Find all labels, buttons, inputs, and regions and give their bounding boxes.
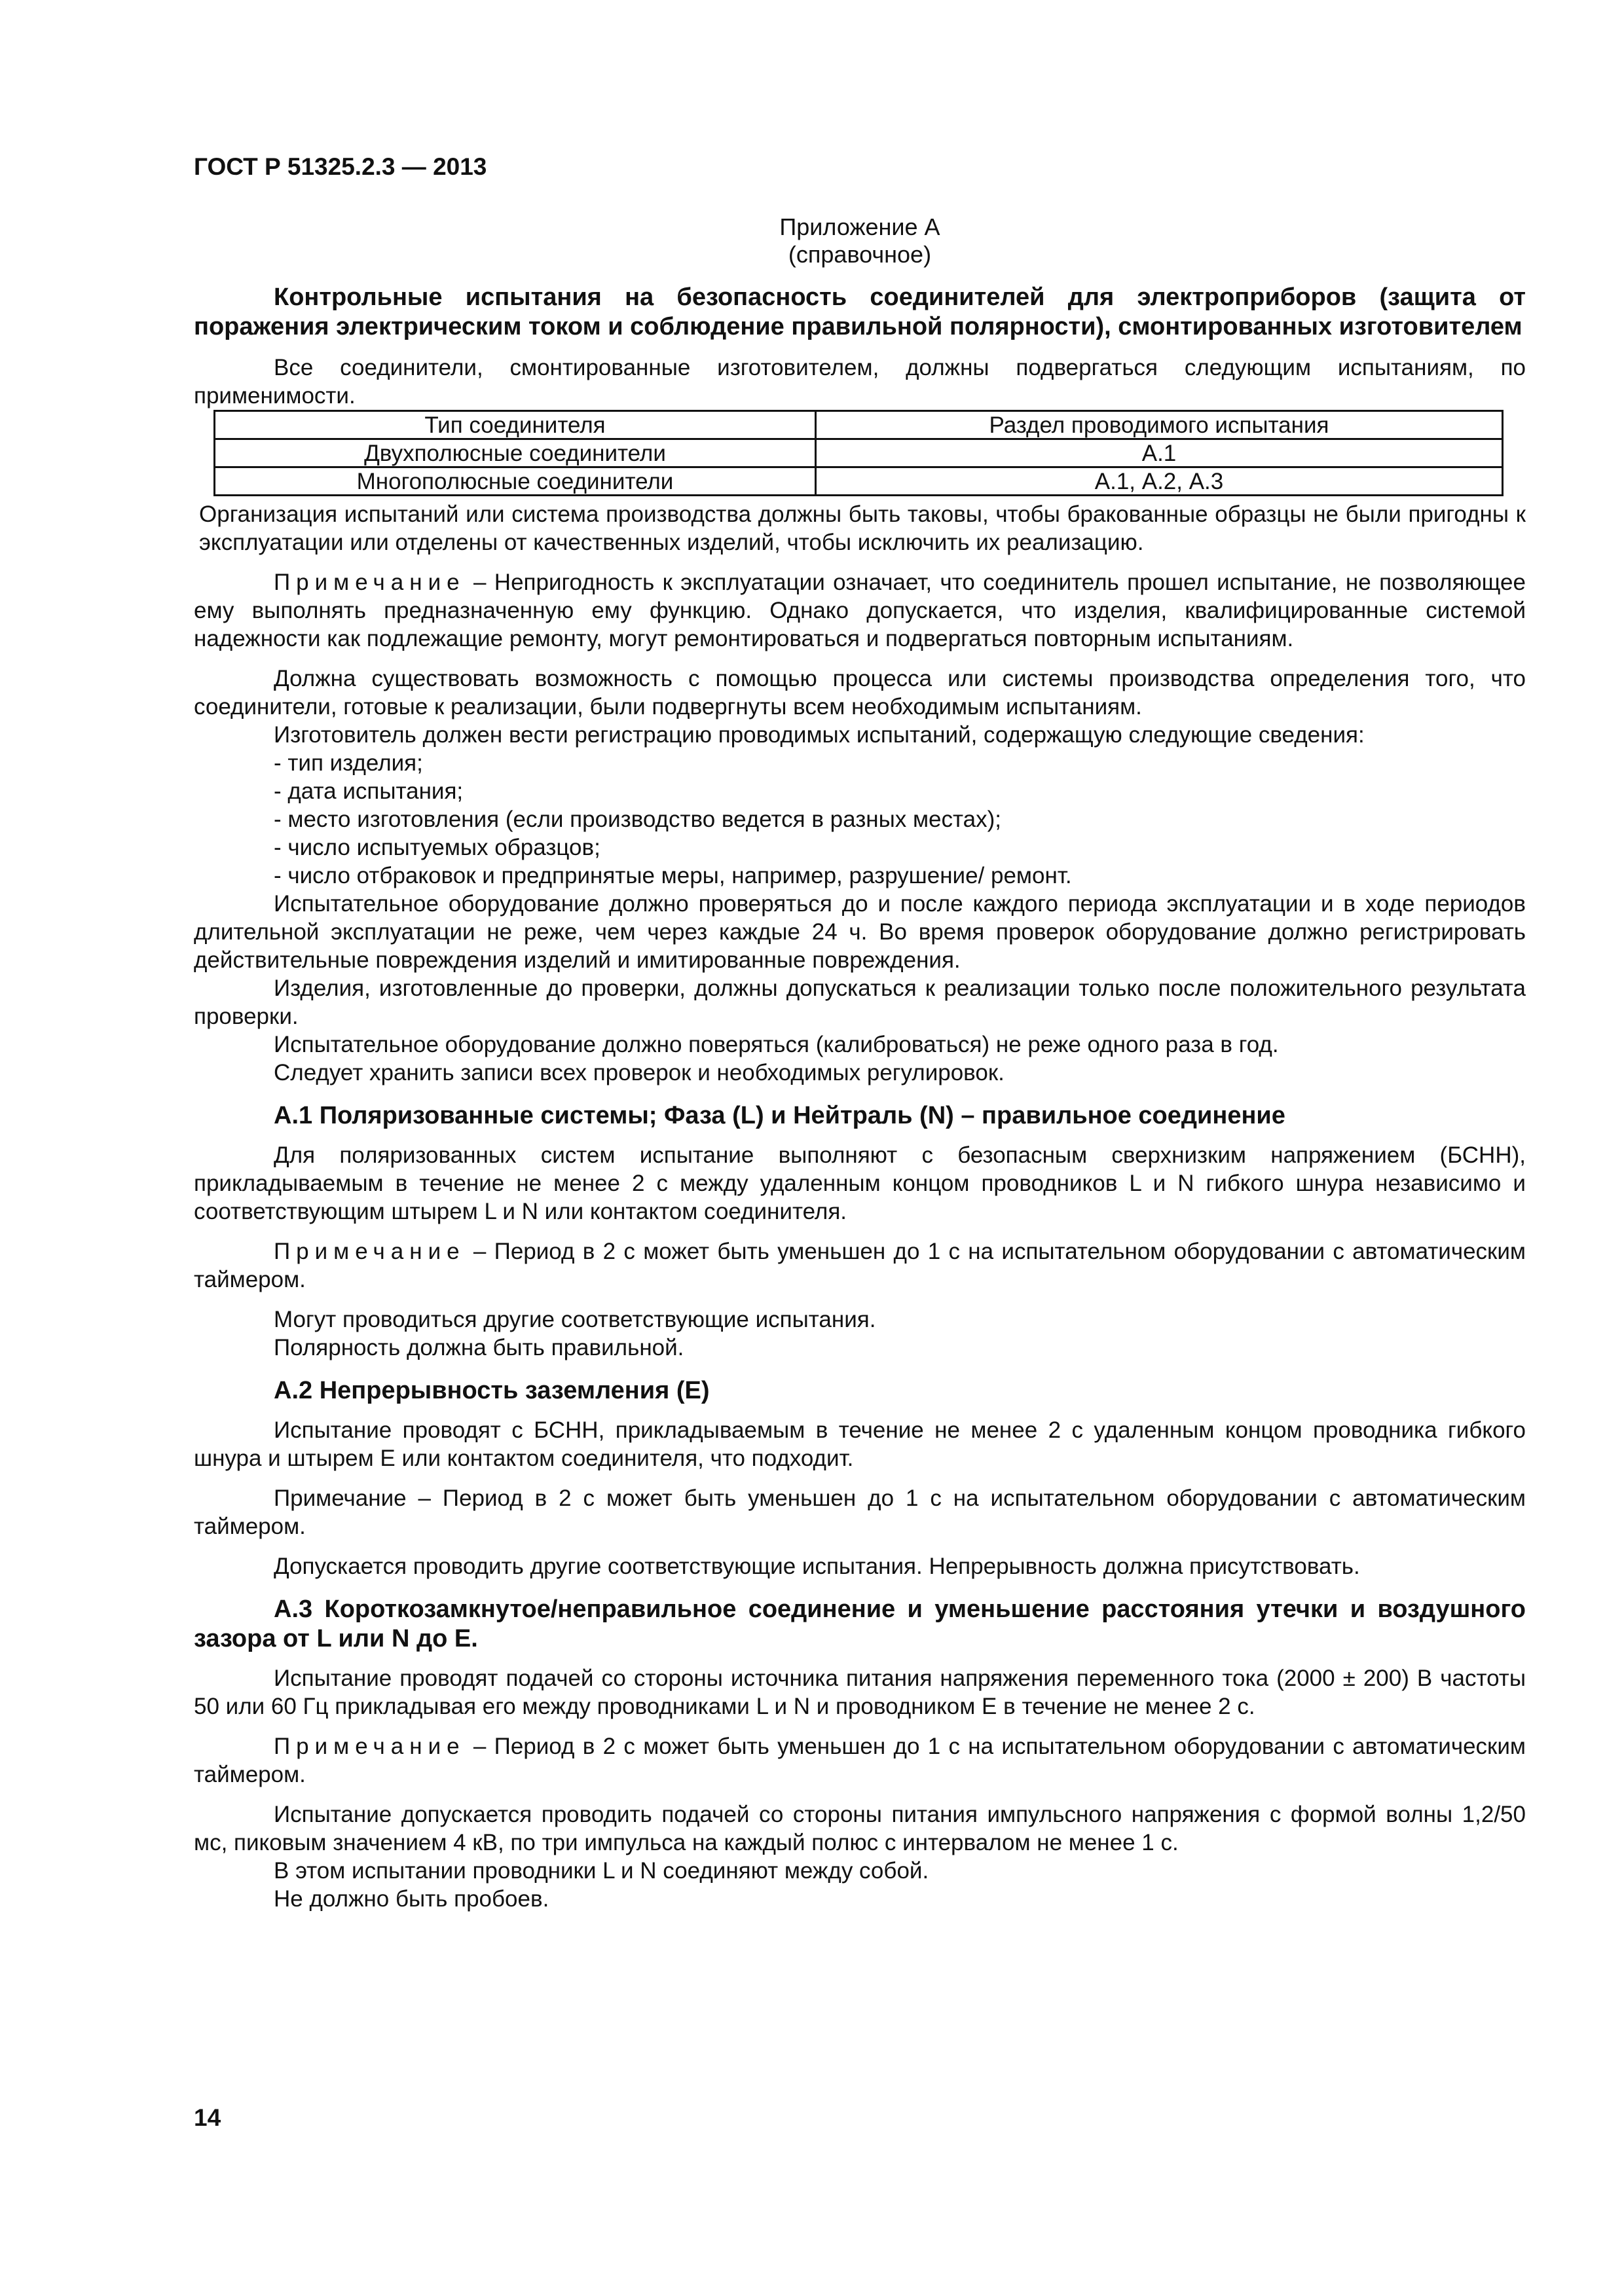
document-header: ГОСТ Р 51325.2.3 — 2013 (194, 153, 487, 180)
list-item: - число отбраковок и предпринятые меры, например, разрушение/ ремонт. (274, 863, 1072, 888)
section-a3-note (194, 1732, 1526, 1789)
section-a3-paragraph: В этом испытании проводники L и N соединяют между собой. (274, 1858, 929, 1884)
list-item: - дата испытания; (274, 778, 464, 804)
register-paragraph: Изготовитель должен вести регистрацию проводимых испытаний, содержащую следующие сведения: (274, 722, 1365, 748)
section-a2-paragraph: Допускается проводить другие соответствующие испытания. Непрерывность должна присутствовать. (274, 1554, 1360, 1579)
section-a1-note (194, 1237, 1526, 1294)
products-paragraph: Изделия, изготовленные до проверки, должны допускаться к реализации только после положительного результата проверки. (194, 975, 1526, 1029)
table-row (215, 439, 1503, 467)
main-title: Контрольные испытания на безопасность соединителей для электроприборов (защита от поражения электрическим током и соблюдение правильной полярности), смонтированных изготовителем (194, 283, 1526, 340)
table-row (215, 467, 1503, 496)
note-text: – Период в 2 с может быть уменьшен до 1 с на испытательном оборудовании с автоматическим таймером. (194, 1239, 1526, 1292)
section-a3-paragraph: Испытание проводят подачей со стороны источника питания напряжения переменного тока (2000 ± 200) В частоты 50 или 60 Гц прикладывая его между проводниками L и N и проводником Е в течение не менее 2 с. (194, 1666, 1526, 1719)
note-paragraph (194, 568, 1526, 653)
calibration-paragraph: Испытательное оборудование должно поверяться (калиброваться) не реже одного раза в год. (274, 1032, 1279, 1057)
register-list (194, 749, 1526, 890)
section-a2-title: А.2 Непрерывность заземления (Е) (274, 1377, 710, 1404)
section-a1-title: А.1 Поляризованные системы; Фаза (L) и Нейтраль (N) – правильное соединение (274, 1102, 1285, 1129)
table-header-cell: Раздел проводимого испытания (816, 411, 1503, 439)
annex-type: (справочное) (788, 241, 932, 268)
records-paragraph: Следует хранить записи всех проверок и необходимых регулировок. (274, 1060, 1005, 1085)
section-a1-paragraph: Для поляризованных систем испытание выполняют с безопасным сверхнизким напряжением (БСНН), прикладываемым в течение не менее 2 с между удаленным концом проводников L и N гибкого шнура независимо и соответствующим штырем L и N или контактом соединителя. (194, 1142, 1526, 1224)
section-a3-title: А.3 Короткозамкнутое/неправильное соединение и уменьшение расстояния утечки и воздушного зазора от L или N до E. (194, 1595, 1526, 1652)
list-item: - тип изделия; (274, 750, 423, 776)
section-a2-paragraph: Испытание проводят с БСНН, прикладываемым в течение не менее 2 с удаленным концом проводника гибкого шнура и штырем Е или контактом соединителя, что подходит. (194, 1417, 1526, 1471)
page-number: 14 (194, 2104, 221, 2131)
intro-paragraph: Все соединители, смонтированные изготовителем, должны подвергаться следующим испытаниям, по применимости. (194, 355, 1526, 409)
section-a2-note: Примечание – Период в 2 с может быть уменьшен до 1 с на испытательном оборудовании с автоматическим таймером. (194, 1485, 1526, 1539)
section-a3-paragraph: Испытание допускается проводить подачей со стороны питания импульсного напряжения с формой волны 1,2/50 мс, пиковым значением 4 кВ, по три импульса на каждый полюс с интервалом не менее 1 с. (194, 1802, 1526, 1855)
note-label: Примечание (274, 1734, 466, 1759)
document-page (194, 0, 1526, 2296)
equipment-paragraph: Испытательное оборудование должно проверяться до и после каждого периода эксплуатации и в ходе периодов длительной эксплуатации не реже, чем через каждые 24 ч. Во время проверок оборудование должно регистрировать действительные повреждения изделий и имитированные повреждения. (194, 891, 1526, 973)
section-a1-paragraph: Могут проводиться другие соответствующие испытания. (274, 1307, 876, 1332)
note-label: Примечание (274, 1239, 466, 1264)
test-table (213, 410, 1504, 496)
list-item: - место изготовления (если производство ведется в разных местах); (274, 807, 1001, 832)
organization-paragraph: Организация испытаний или система производства должны быть таковы, чтобы бракованные образцы не были пригодны к эксплуатации или отделены от качественных изделий, чтобы исключить их реализацию. (199, 501, 1526, 555)
table-cell: А.1, А.2, А.3 (816, 467, 1503, 496)
section-a1-paragraph: Полярность должна быть правильной. (274, 1335, 684, 1360)
table-cell: Многополюсные соединители (215, 467, 816, 496)
table-header-row (215, 411, 1503, 439)
table-cell: Двухполюсные соединители (215, 439, 816, 467)
table-cell: А.1 (816, 439, 1503, 467)
list-item: - число испытуемых образцов; (274, 835, 600, 860)
note-text: – Непригодность к эксплуатации означает, что соединитель прошел испытание, не позволяющее ему выполнять предназначенную ему функцию. Однако допускается, что изделия, квалифицированные системой надежности как подлежащие ремонту, могут ремонтироваться и подвергаться повторным испытаниям. (194, 570, 1526, 651)
page-content (194, 213, 1526, 1913)
note-text: – Период в 2 с может быть уменьшен до 1 с на испытательном оборудовании с автоматическим таймером. (194, 1734, 1526, 1787)
possibility-paragraph: Должна существовать возможность с помощью процесса или системы производства определения того, что соединители, готовые к реализации, были подвергнуты всем необходимым испытаниям. (194, 666, 1526, 720)
note-label: Примечание (274, 570, 466, 595)
annex-title: Приложение А (779, 213, 940, 240)
table-header-cell: Тип соединителя (215, 411, 816, 439)
section-a3-paragraph: Не должно быть пробоев. (274, 1886, 549, 1912)
